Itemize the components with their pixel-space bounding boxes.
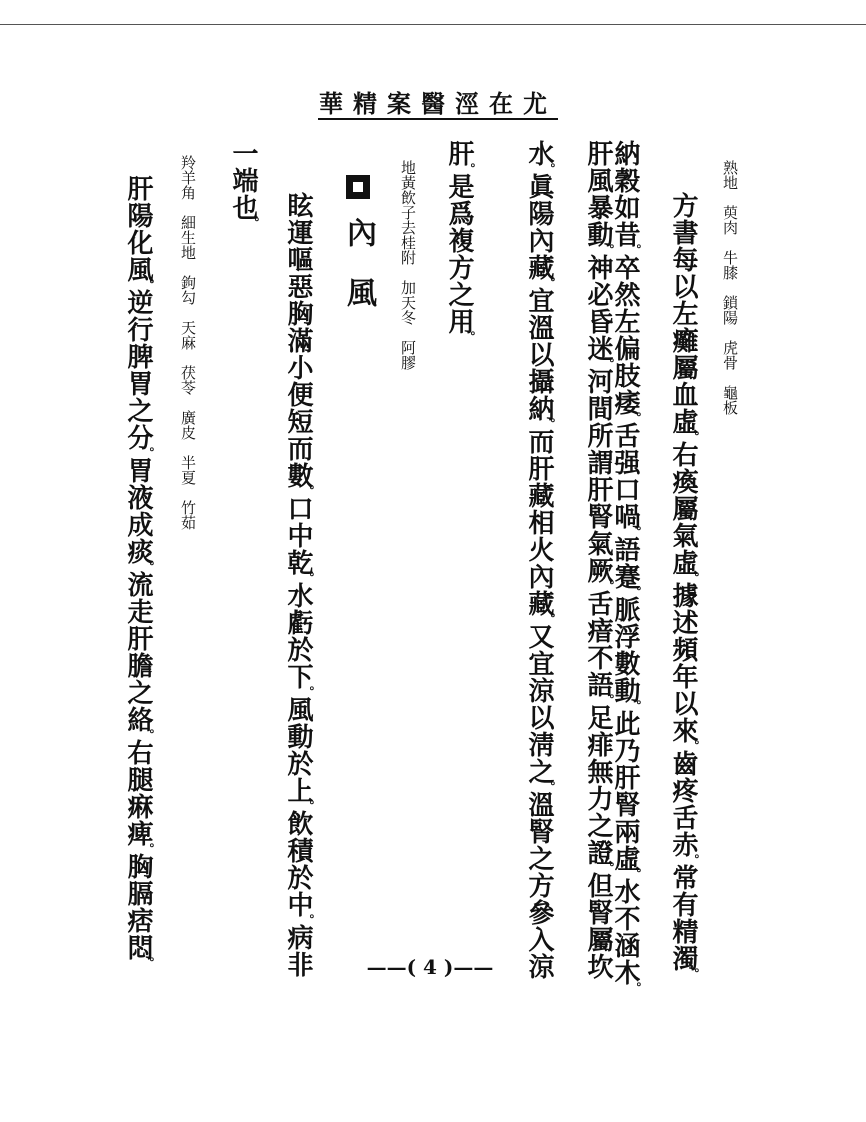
text-column: 肝。是爲複方之用。 xyxy=(444,140,476,344)
prescription-2: 地黃飲子去桂附 加天冬 阿膠 xyxy=(399,160,417,370)
text-column: 水。眞陽內藏。宜溫以攝納。而肝藏相火內藏。又宜涼以淸之。溫腎之方參入涼 xyxy=(524,140,556,980)
text-column: 眩運嘔惡胸滿小便短而數。口中乾。水虧於下。風動於上。飲積於中。病非 xyxy=(283,192,315,978)
page-number: ——( 4 )—— xyxy=(366,955,494,979)
text-column: 納穀如昔。卒然左偏肢痿。舌强口喎。語蹇。脈浮數動。此乃肝腎兩虛。水不涵木。 xyxy=(610,140,642,995)
text-column: 一端也。 xyxy=(228,140,260,230)
text-column: 肝風暴動。神必昏迷。河間所謂肝腎氣厥。舌瘖不語。足痱無力之證。但腎屬坎 xyxy=(583,140,615,980)
text-column: 肝陽化風。逆行脾胃之分。胃液成痰。流走肝膽之絡。右腿痳痺。胸膈痞悶。 xyxy=(123,175,155,970)
prescription-1: 熟地 萸肉 牛膝 鎖陽 虎骨 龜板 xyxy=(721,160,739,415)
header-underline xyxy=(318,118,558,120)
section-heading xyxy=(341,175,376,307)
section-heading-text: 內 風 xyxy=(341,217,376,307)
text-column: 方書每以左癱屬血虛。右瘓屬氣虛。據述頻年以來。齒疼舌赤。常有精濁。 xyxy=(668,192,700,981)
running-header-title: 尤在涇醫案精華 xyxy=(319,89,557,118)
section-box-icon xyxy=(346,175,370,199)
prescription-3: 羚羊角 細生地 鉤勾 天麻 茯苓 廣皮 半夏 竹茹 xyxy=(179,155,197,530)
page-top-rule xyxy=(0,24,866,25)
